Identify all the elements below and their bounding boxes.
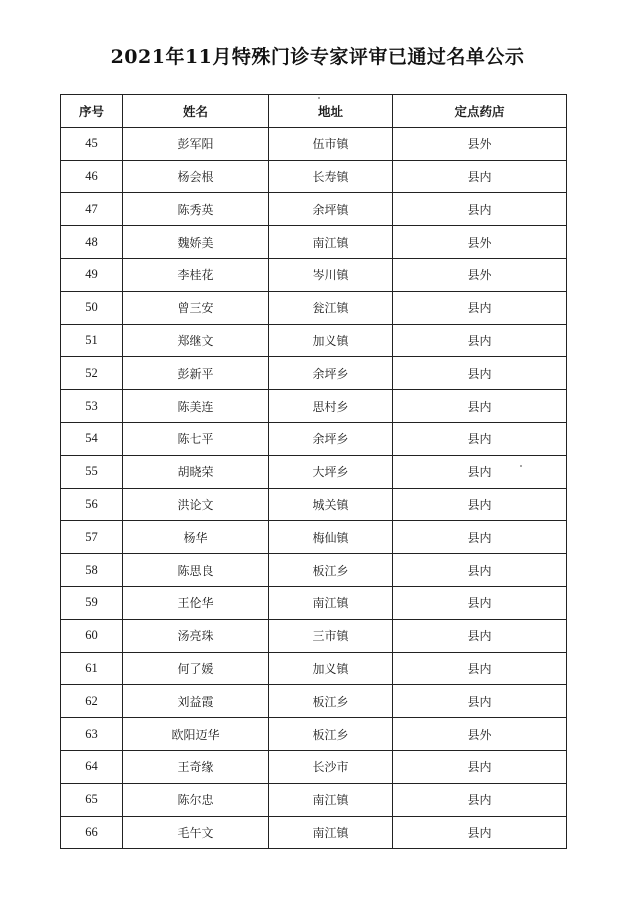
cell-number: 63 (61, 718, 123, 751)
table-body (61, 127, 567, 849)
cell-number: 46 (61, 160, 123, 193)
cell-number: 47 (61, 193, 123, 226)
cell-pharmacy: 县内 (393, 422, 567, 455)
cell-name: 陈尔忠 (123, 783, 269, 816)
cell-name: 陈秀英 (123, 193, 269, 226)
cell-name: 彭新平 (123, 357, 269, 390)
cell-name: 陈七平 (123, 422, 269, 455)
cell-address: 岑川镇 (269, 258, 393, 291)
table-row (61, 324, 567, 357)
cell-name: 王伦华 (123, 586, 269, 619)
table-row (61, 291, 567, 324)
cell-address: 南江镇 (269, 816, 393, 849)
cell-address: 余坪镇 (269, 193, 393, 226)
cell-address: 思村乡 (269, 390, 393, 423)
cell-number: 64 (61, 750, 123, 783)
cell-pharmacy: 县内 (393, 160, 567, 193)
cell-pharmacy: 县内 (393, 619, 567, 652)
cell-address: 加义镇 (269, 324, 393, 357)
cell-address: 长寿镇 (269, 160, 393, 193)
table-row (61, 127, 567, 160)
cell-address: 瓮江镇 (269, 291, 393, 324)
cell-number: 56 (61, 488, 123, 521)
table-row (61, 783, 567, 816)
column-header-number: 序号 (61, 95, 123, 128)
table-row (61, 455, 567, 488)
column-header-pharmacy: 定点药店 (393, 95, 567, 128)
cell-pharmacy: 县内 (393, 324, 567, 357)
cell-pharmacy: 县内 (393, 193, 567, 226)
scan-speck (520, 465, 522, 467)
cell-address: 伍市镇 (269, 127, 393, 160)
cell-number: 54 (61, 422, 123, 455)
cell-number: 48 (61, 226, 123, 259)
cell-pharmacy: 县内 (393, 488, 567, 521)
cell-name: 刘益霞 (123, 685, 269, 718)
cell-pharmacy: 县外 (393, 226, 567, 259)
cell-name: 李桂花 (123, 258, 269, 291)
cell-address: 余坪乡 (269, 357, 393, 390)
cell-name: 陈美连 (123, 390, 269, 423)
cell-name: 杨会根 (123, 160, 269, 193)
table-row (61, 718, 567, 751)
cell-pharmacy: 县内 (393, 455, 567, 488)
cell-address: 南江镇 (269, 226, 393, 259)
cell-number: 59 (61, 586, 123, 619)
cell-number: 55 (61, 455, 123, 488)
table-row (61, 193, 567, 226)
column-header-address: 地址 (269, 95, 393, 128)
table-row (61, 390, 567, 423)
table-header-row (61, 95, 567, 128)
cell-address: 长沙市 (269, 750, 393, 783)
cell-pharmacy: 县内 (393, 750, 567, 783)
cell-number: 50 (61, 291, 123, 324)
table-row (61, 586, 567, 619)
cell-pharmacy: 县内 (393, 390, 567, 423)
cell-address: 大坪乡 (269, 455, 393, 488)
cell-name: 汤亮珠 (123, 619, 269, 652)
table-row (61, 488, 567, 521)
cell-pharmacy: 县外 (393, 258, 567, 291)
cell-name: 毛午文 (123, 816, 269, 849)
cell-number: 45 (61, 127, 123, 160)
cell-name: 王奇缘 (123, 750, 269, 783)
cell-name: 魏娇美 (123, 226, 269, 259)
cell-number: 65 (61, 783, 123, 816)
cell-number: 58 (61, 554, 123, 587)
table-row (61, 652, 567, 685)
cell-name: 杨华 (123, 521, 269, 554)
table-row (61, 160, 567, 193)
cell-number: 62 (61, 685, 123, 718)
cell-number: 52 (61, 357, 123, 390)
cell-number: 51 (61, 324, 123, 357)
page-title: 2021年11月特殊门诊专家评审已通过名单公示 (110, 46, 525, 68)
table-row (61, 816, 567, 849)
cell-name: 郑继文 (123, 324, 269, 357)
cell-address: 城关镇 (269, 488, 393, 521)
cell-name: 胡晓荣 (123, 455, 269, 488)
cell-pharmacy: 县外 (393, 718, 567, 751)
cell-name: 欧阳迈华 (123, 718, 269, 751)
cell-number: 49 (61, 258, 123, 291)
cell-pharmacy: 县外 (393, 127, 567, 160)
cell-pharmacy: 县内 (393, 816, 567, 849)
cell-pharmacy: 县内 (393, 554, 567, 587)
table-row (61, 521, 567, 554)
table-row (61, 685, 567, 718)
cell-number: 60 (61, 619, 123, 652)
table-row (61, 554, 567, 587)
cell-address: 三市镇 (269, 619, 393, 652)
cell-pharmacy: 县内 (393, 685, 567, 718)
cell-name: 彭军阳 (123, 127, 269, 160)
table-row (61, 357, 567, 390)
cell-pharmacy: 县内 (393, 291, 567, 324)
cell-address: 南江镇 (269, 586, 393, 619)
cell-name: 曾三安 (123, 291, 269, 324)
cell-pharmacy: 县内 (393, 783, 567, 816)
cell-number: 61 (61, 652, 123, 685)
table-row (61, 619, 567, 652)
cell-number: 57 (61, 521, 123, 554)
cell-address: 加义镇 (269, 652, 393, 685)
cell-address: 板江乡 (269, 685, 393, 718)
table-row (61, 750, 567, 783)
roster-table (60, 94, 567, 849)
table-row (61, 258, 567, 291)
cell-pharmacy: 县内 (393, 357, 567, 390)
scan-speck (318, 97, 320, 99)
cell-address: 板江乡 (269, 718, 393, 751)
table-row (61, 226, 567, 259)
cell-pharmacy: 县内 (393, 652, 567, 685)
cell-address: 梅仙镇 (269, 521, 393, 554)
cell-name: 洪论文 (123, 488, 269, 521)
cell-name: 陈思良 (123, 554, 269, 587)
cell-number: 53 (61, 390, 123, 423)
cell-address: 南江镇 (269, 783, 393, 816)
table-row (61, 422, 567, 455)
cell-name: 何了媛 (123, 652, 269, 685)
cell-pharmacy: 县内 (393, 521, 567, 554)
cell-pharmacy: 县内 (393, 586, 567, 619)
column-header-name: 姓名 (123, 95, 269, 128)
cell-number: 66 (61, 816, 123, 849)
cell-address: 余坪乡 (269, 422, 393, 455)
cell-address: 板江乡 (269, 554, 393, 587)
